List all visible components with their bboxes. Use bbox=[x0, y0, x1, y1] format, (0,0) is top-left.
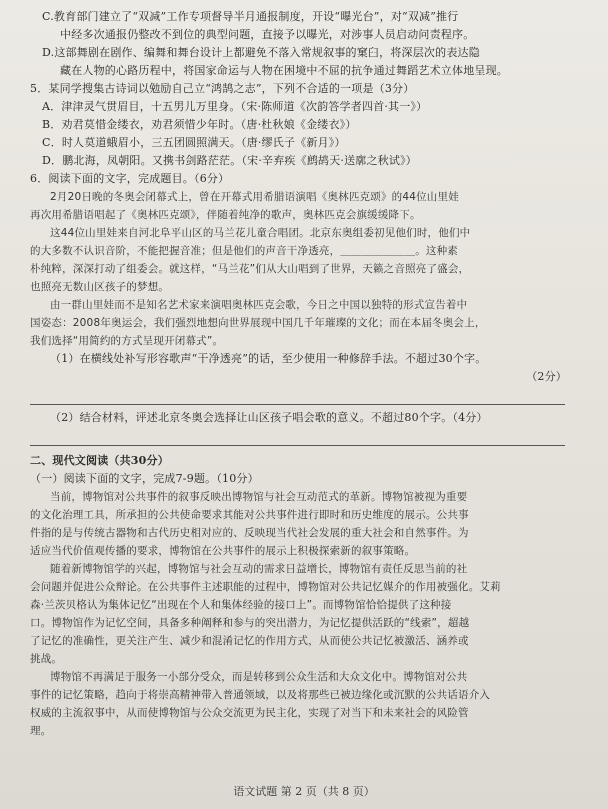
q6-para1-line1: 2月20日晚的冬奥会闭幕式上，曾在开幕式用希腊语演唱《奥林匹克颂》的44位山里娃 bbox=[50, 191, 459, 203]
q6-para2-line3: 朴纯粹，深深打动了组委会。就这样，“马兰花”们从大山唱到了世界，天籁之音照亮了盛会， bbox=[30, 263, 470, 275]
q4-option-c-line1: C.教育部门建立了“双减”工作专项督导半月通报制度，开设“曝光台”，对“双减”推行 bbox=[42, 10, 459, 23]
q5-option-d: D．鹏北海，凤朝阳。又携书剑路茫茫。（宋·辛弃疾《鹧鸪天·送廓之秋试》） bbox=[42, 154, 418, 167]
s2-para2-line2: 会问题并促进公众辩论。在公共事件主述职能的过程中，博物馆对公共记忆媒介的作用被强化。艾莉 bbox=[30, 581, 501, 593]
q4-option-d-line1: D.这部舞剧在剧作、编舞和舞台设计上都避免不落入常规叙事的窠臼，将深层次的表达隐 bbox=[42, 46, 480, 59]
s2-para2-line1: 随着新博物馆学的兴起，博物馆与社会互动的需求日益增长，博物馆有责任反思当前的社 bbox=[50, 563, 468, 575]
q6-para2-line2: 的大多数不认识音阶，不能把握音准；但是他们的声音干净透亮，＿＿＿＿＿＿＿。这种素 bbox=[30, 245, 458, 257]
q6-sub2-question: （2）结合材料，评述北京冬奥会选择让山区孩子唱会歌的意义。不超过80个字。（4分） bbox=[50, 411, 488, 424]
s2-para1-line1: 当前，博物馆对公共事件的叙事反映出博物馆与社会互动范式的革新。博物馆被视为重要 bbox=[50, 491, 468, 503]
q6-para2-line4: 也照亮无数山区孩子的梦想。 bbox=[30, 281, 170, 293]
q6-para1-line2: 再次用希腊语唱起了《奥林匹克颂》，伴随着纯净的歌声，奥林匹克会旗缓缓降下。 bbox=[30, 209, 421, 221]
s2-para2-line6: 挑战。 bbox=[30, 653, 63, 665]
s2-para2-line3: 森·兰茨贝格认为集体记忆“出现在个人和集体经验的接口上”。而博物馆恰恰提供了这种接 bbox=[30, 599, 452, 611]
q5-option-b: B．劝君莫惜金缕衣，劝君须惜少年时。（唐·杜秋娘《金缕衣》） bbox=[42, 118, 357, 131]
q6-sub1-score: （2分） bbox=[526, 370, 567, 383]
section2-intro: （一）阅读下面的文字，完成7-9题。（10分） bbox=[30, 472, 259, 485]
section2-title: 二、现代文阅读（共30分） bbox=[30, 454, 169, 467]
s2-para2-line5: 了记忆的准确性，更关注产生、减少和混淆记忆的作用方式，从而使公共记忆被激活、涵养或 bbox=[30, 635, 469, 647]
s2-para1-line4: 适应当代价值观传播的要求，博物馆在公共事件的展示上积极探索新的叙事策略。 bbox=[30, 545, 416, 557]
s2-para3-line3: 权威的主流叙事中，从而使博物馆与公众交流更为民主化，实现了对当下和未来社会的风险管 bbox=[30, 707, 469, 719]
s2-para1-line2: 的文化治理工具，所承担的公共使命要求其能对公共事件进行即时和历史维度的展示。公共事 bbox=[30, 509, 469, 521]
q5-stem: 5．某同学搜集古诗词以勉励自己立“鸿鹄之志”，下列不合适的一项是（3分） bbox=[30, 82, 415, 95]
q6-sub1-answer-line[interactable] bbox=[30, 386, 565, 405]
s2-para3-line1: 博物馆不再满足于服务一小部分受众，而是转移到公众生活和大众文化中。博物馆对公共 bbox=[50, 671, 468, 683]
q4-option-d-line2: 藏在人物的心路历程中，将国家命运与人物在困境中不屈的抗争通过舞蹈艺术立体地呈现。 bbox=[60, 64, 508, 77]
q6-para3-line2: 国姿态：2008年奥运会，我们强烈地想向世界展现中国几千年璀璨的文化；而在本届冬奥会上， bbox=[30, 317, 486, 329]
s2-para3-line2: 事件的记忆策略，趋向于将崇高精神带入普通领域，以及将那些已被边缘化或沉默的公共话语介入 bbox=[30, 689, 491, 701]
q6-para2-line1: 这44位山里娃来自河北阜平山区的马兰花儿童合唱团。北京东奥组委初见他们时，他们中 bbox=[50, 227, 471, 239]
q4-option-c-line2: 中经多次通报仍整改不到位的典型问题，直接予以曝光，对涉事人员启动问责程序。 bbox=[60, 28, 475, 41]
q5-option-c: C．时人莫道蛾眉小，三五团圆照满天。（唐·缪氏子《新月》） bbox=[42, 136, 346, 149]
q6-para3-line1: 由一群山里娃而不是知名艺术家来演唱奥林匹克会歌，今日之中国以独特的形式宣告着中 bbox=[50, 299, 468, 311]
q6-sub2-answer-line[interactable] bbox=[30, 427, 565, 446]
q6-para3-line3: 我们选择“用简约的方式呈现开闭幕式”。 bbox=[30, 335, 224, 347]
page-footer: 语文试题 第 2 页（共 8 页） bbox=[233, 785, 375, 798]
s2-para2-line4: 口。博物馆作为记忆空间，具备多种阐释和参与的突出潜力，为记忆提供活跃的“线索”，超越 bbox=[30, 617, 470, 629]
s2-para1-line3: 件指的是与传统古器物和古代历史相对应的、反映现当代社会发展的重大社会和自然事件。为 bbox=[30, 527, 469, 539]
q6-stem: 6．阅读下面的文字，完成题目。（6分） bbox=[30, 172, 230, 185]
page-content bbox=[30, 8, 575, 740]
q5-option-a: A．津津灵气贯眉目，十五男儿万里身。（宋·陈师道《次韵答学者四首·其一》） bbox=[42, 100, 428, 113]
s2-para3-line4: 理。 bbox=[30, 725, 52, 737]
q6-sub1-question: （1）在横线处补写形容歌声“干净透亮”的话，至少使用一种修辞手法。不超过30个字。 bbox=[50, 352, 487, 365]
